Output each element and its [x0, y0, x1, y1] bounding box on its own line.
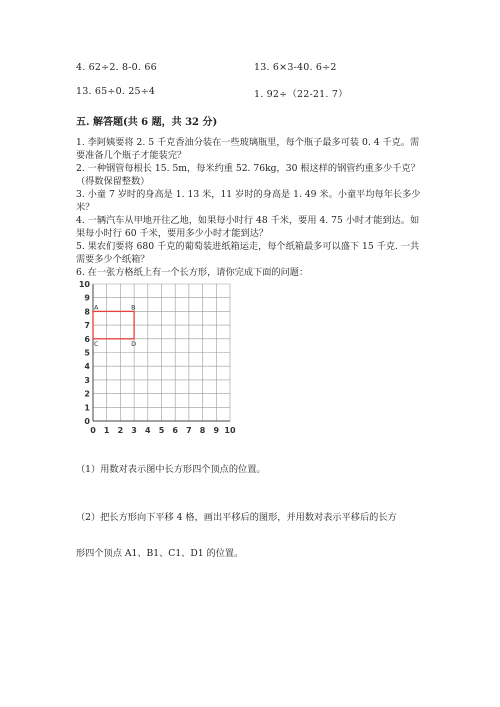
y-tick-label: 0	[84, 417, 90, 426]
y-tick-label: 1	[84, 403, 90, 413]
problem-2: 2. 一种钢管每根长 15. 5m，每米约重 52. 76kg，30 根这样的钢管约重多少千克？（得数保留整数）	[76, 163, 420, 187]
coordinate-grid	[76, 280, 246, 440]
x-tick-label: 5	[158, 426, 165, 435]
calc-2: 13. 6×3-40. 6÷2	[254, 62, 337, 73]
x-tick-label: 1	[103, 426, 110, 435]
y-tick-label: 7	[84, 321, 90, 331]
problem-3: 3. 小童 7 岁时的身高是 1. 13 米，11 岁时的身高是 1. 49 米。小童平均每年长多少米？	[76, 189, 421, 213]
x-tick-label: 8	[199, 426, 206, 435]
y-tick-label: 6	[84, 334, 90, 344]
y-tick-label: 9	[84, 293, 90, 303]
problem-4: 4. 一辆汽车从甲地开往乙地，如果每小时行 48 千米，要用 4. 75 小时才能到达。如果每小时行 60 千米，要用多少小时才能到达？	[76, 215, 420, 239]
y-tick-label: 4	[84, 362, 90, 372]
calc-3: 13. 65÷0. 25÷4	[76, 86, 156, 97]
problem-6: 6. 在一张方格纸上有一个长方形，请你完成下面的问题：	[76, 267, 309, 278]
x-tick-label: 4	[145, 426, 151, 435]
x-tick-label: 2	[117, 426, 124, 435]
section-title: 五. 解答题(共 6 题，共 32 分)	[76, 117, 218, 128]
x-tick-label: 7	[186, 426, 192, 435]
vertex-label-d: D	[131, 339, 137, 348]
x-tick-label: 0	[90, 426, 96, 435]
y-tick-label: 3	[84, 375, 90, 385]
y-tick-label: 5	[84, 348, 90, 358]
subquestion-2: （2）把长方形向下平移 4 格，画出平移后的图形，并用数对表示平移后的长方	[76, 512, 397, 523]
x-tick-label: 6	[172, 426, 178, 435]
calc-1: 4. 62÷2. 8-0. 66	[76, 62, 157, 73]
x-tick-label: 3	[131, 426, 137, 435]
vertex-label-a: A	[94, 303, 99, 312]
calc-4: 1. 92÷（22-21. 7）	[254, 89, 348, 100]
y-tick-label: 8	[84, 307, 90, 317]
x-tick-label: 10	[224, 426, 236, 435]
problem-5: 5. 果农们要将 680 千克的葡萄装进纸箱运走，每个纸箱最多可以盛下 15 千克. 一共需要多少个纸箱？	[76, 241, 420, 265]
y-tick-label: 2	[84, 389, 90, 399]
vertex-label-b: B	[131, 303, 136, 312]
problem-1: 1. 李阿姨要将 2. 5 千克香油分装在一些玻璃瓶里，每个瓶子最多可装 0. 4 千克。需要准备几个瓶子才能装完？	[76, 137, 420, 161]
x-tick-label: 9	[213, 426, 220, 435]
problem-list	[76, 136, 428, 279]
subquestion-3: 形四个顶点 A1、B1、C1、D1 的位置。	[76, 548, 244, 559]
y-tick-label: 10	[78, 280, 90, 289]
vertex-label-c: C	[94, 339, 99, 348]
subquestion-1: （1）用数对表示图中长方形四个顶点的位置。	[76, 464, 266, 475]
